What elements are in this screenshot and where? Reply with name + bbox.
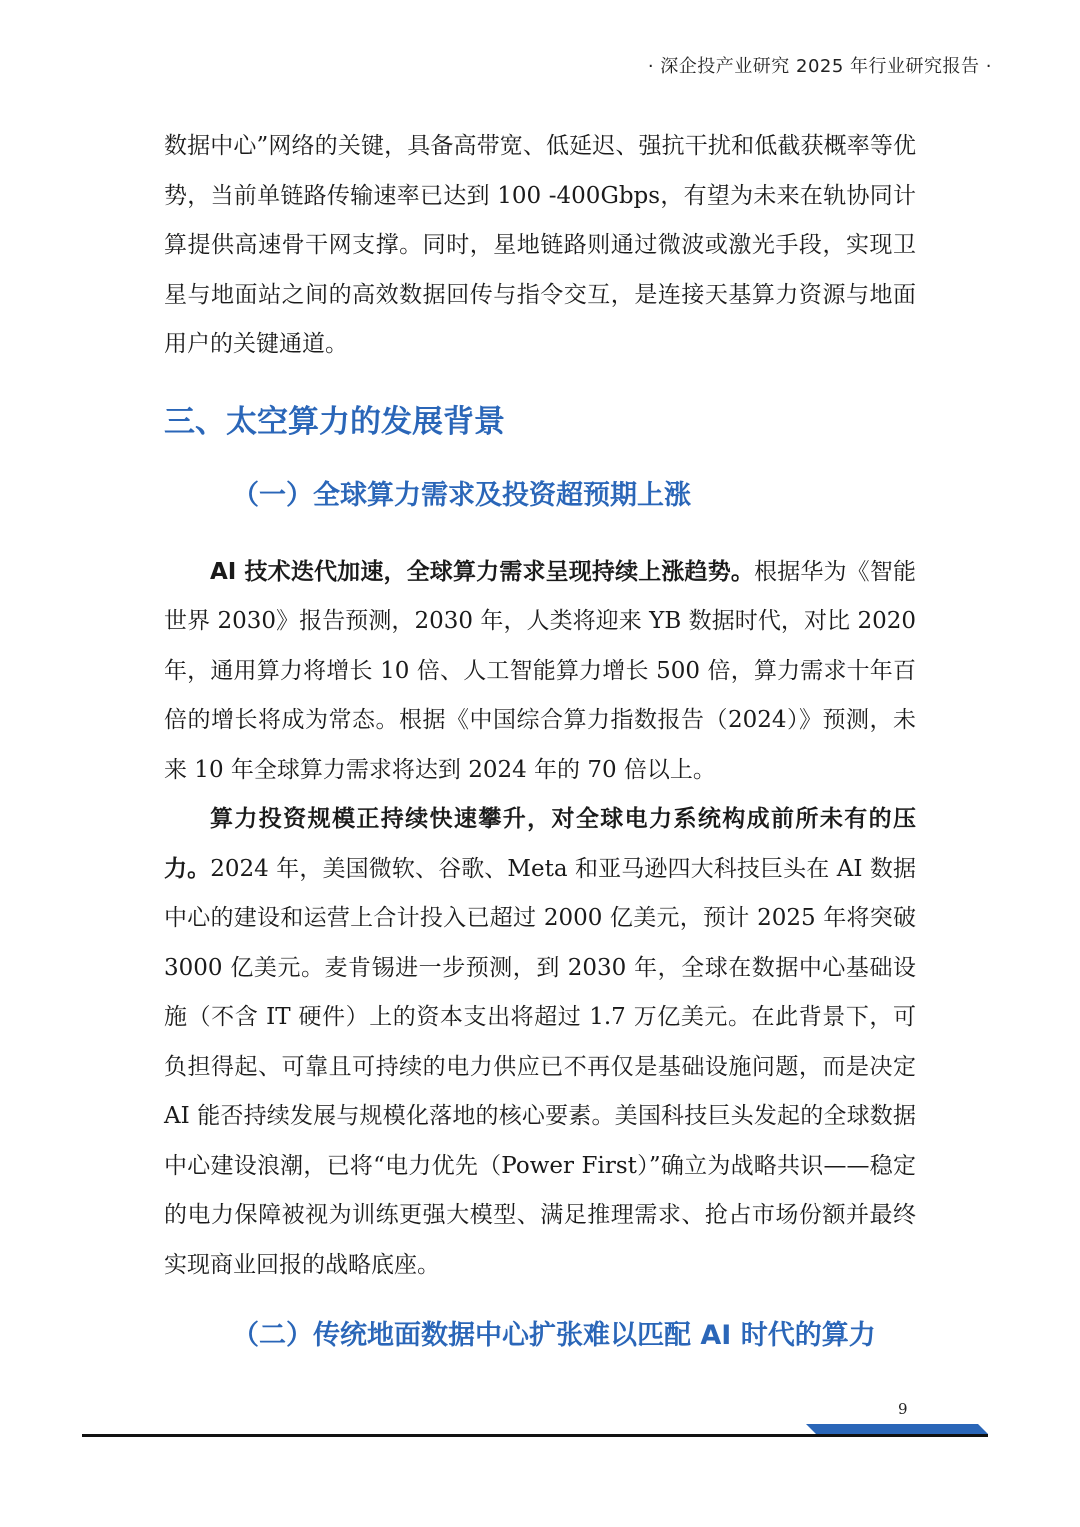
subsection-heading-2: （二）传统地面数据中心扩张难以匹配 AI 时代的算力 [232, 1320, 876, 1351]
footer-rule [82, 1434, 988, 1437]
page-content [164, 122, 916, 1368]
header-divider [82, 92, 990, 93]
paragraph-body: 根据华为《智能世界 2030》报告预测，2030 年，人类将迎来 YB 数据时代，对比 2020 年，通用算力将增长 10 倍、人工智能算力增长 500 倍，算力需求十年百倍的增长将成为常态。根据《中国综合算力指数报告（2024）》预测，未来 10 年全球算力需求将达到 2024 年的 70 倍以上。 [164, 558, 917, 783]
page-header: · 深企投产业研究 2025 年行业研究报告 · [647, 56, 992, 77]
paragraph-lead-bold: AI 技术迭代加速，全球算力需求呈现持续上涨趋势。 [210, 558, 755, 585]
paragraph-continued: 数据中心”网络的关键，具备高带宽、低延迟、强抗干扰和低截获概率等优势，当前单链路传输速率已达到 100 -400Gbps，有望为未来在轨协同计算提供高速骨干网支撑。同时，星地链路则通过微波或激光手段，实现卫星与地面站之间的高效数据回传与指令交互，是连接天基算力资源与地面用户的关键通道。 [164, 133, 916, 357]
subsection-heading-1: （一）全球算力需求及投资超预期上涨 [232, 479, 691, 511]
section-heading: 三、太空算力的发展背景 [164, 403, 505, 440]
paragraph-body: 2024 年，美国微软、谷歌、Meta 和亚马逊四大科技巨头在 AI 数据中心的建设和运营上合计投入已超过 2000 亿美元，预计 2025 年将突破 3000 亿美元。麦肯锡进一步预测，到 2030 年，全球在数据中心基础设施（不含 IT 硬件）上的资本支出将超过 1.7 万亿美元。在此背景下，可负担得起、可靠且可持续的电力供应已不再仅是基础设施问题，而是决定 AI 能否持续发展与规模化落地的核心要素。美国科技巨头发起的全球数据中心建设浪潮，已将“电力优先（Power First）”确立为战略共识——稳定的电力保障被视为训练更强大模型、满足推理需求、抢占市场份额并最终实现商业回报的战略底座。 [164, 855, 917, 1278]
footer-accent-bar [806, 1424, 988, 1434]
footer-accent-shape [806, 1424, 988, 1434]
paragraph-investment [164, 795, 916, 1290]
paragraph-lead-bold: 算力投资规模正持续快速攀升，对全球电力系统构成前所未有的压力。 [164, 806, 916, 882]
page-number: 9 [898, 1400, 908, 1418]
paragraph-ai-demand [164, 548, 916, 796]
